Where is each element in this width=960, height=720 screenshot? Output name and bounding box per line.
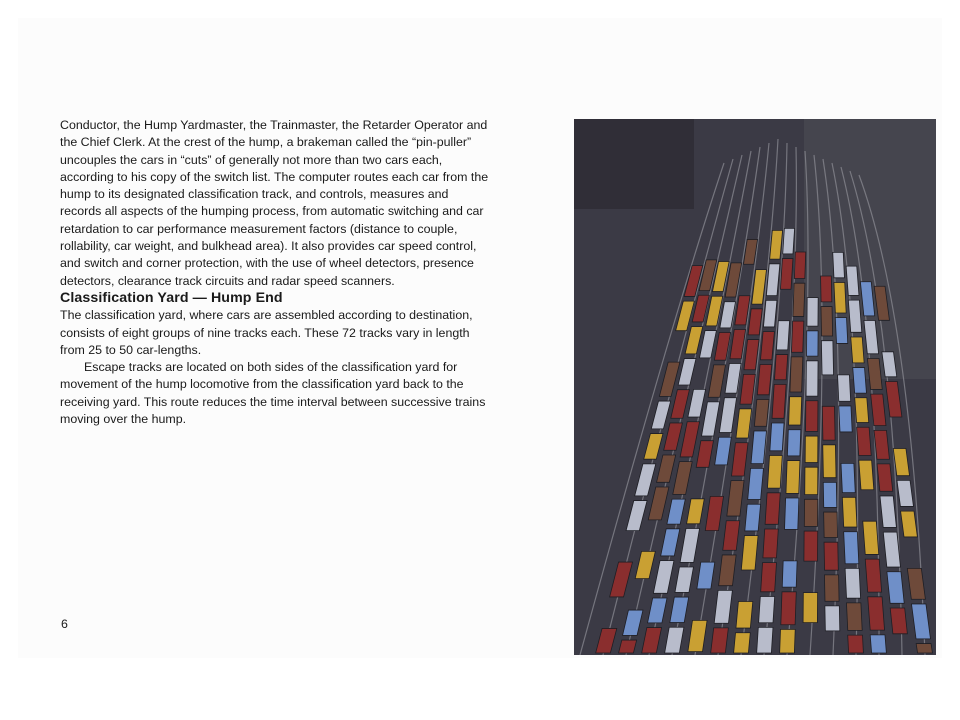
rail-car [890,608,907,634]
rail-car [846,266,859,295]
rail-car [822,406,835,440]
rail-car [770,230,783,259]
rail-car [783,228,795,253]
rail-car [853,368,867,394]
rail-car [880,496,896,527]
rail-car [868,597,885,630]
rail-car [780,259,793,290]
rail-car [741,536,758,570]
rail-car [774,355,787,380]
rail-car [846,603,862,631]
rail-car [790,357,803,392]
rail-car [780,629,796,653]
rail-car [870,635,886,653]
page-number: 6 [61,617,68,631]
rail-car [804,499,817,526]
body-paragraph: Conductor, the Hump Yardmaster, the Trainmaster, the Retarder Operator and the Chief Clerk. At the crest of the hump, a brakeman called the “pin-puller” uncouples the cars in “cuts” of generally not more than two cars each, according to his copy of the switch list. The computer routes each car from the hump to its designated classification track, and controls, measures and records all aspects of the humping process, from automatic switching and car retardation to car performance measurement factors (distance to couple, rollability, car weight, and bulkhead area). It also provides car speed control, and switch and corner protection, with the use of wheel detectors, presence detectors, clearance track circuits and radar speed scanners. [60,118,489,288]
rail-car [776,321,789,350]
rail-car [833,252,845,277]
rail-yard-illustration [574,119,936,655]
rail-car [887,572,904,604]
rail-car [824,575,839,601]
rail-car [761,563,777,592]
section-heading: Classification Yard — Hump End [60,289,283,306]
rail-car [844,532,859,564]
rail-car [901,511,918,537]
rail-car [807,331,819,356]
body-paragraph: The classification yard, where cars are assembled according to destination, consists of eight groups of nine tracks each. These 72 tracks vary in length from 25 to 50 car-lengths. [60,308,473,357]
rail-car [767,455,782,488]
rail-car [874,430,889,459]
rail-car [781,592,796,625]
rail-car [770,423,784,451]
rail-car [806,361,818,396]
rail-car [823,482,837,507]
rail-car [791,321,803,352]
rail-car [848,300,861,332]
rail-car [805,436,818,462]
yard-shadow [574,119,694,209]
rail-car [619,640,637,653]
rail-car [806,401,818,432]
rail-car [763,300,776,327]
rail-car [824,542,838,570]
rail-car [855,398,869,423]
rail-car [863,521,879,554]
rail-car [754,399,769,426]
rail-car [824,512,838,537]
rail-car [734,633,751,653]
rail-car [745,504,761,531]
rail-car [751,431,766,464]
rail-car [834,282,846,313]
rail-car [848,635,864,653]
rail-car [821,341,833,375]
rail-car [877,464,893,491]
rail-car [841,463,855,492]
rail-yard-photo [574,119,936,655]
rail-car [842,497,857,527]
rail-car [838,375,851,401]
rail-car [803,593,818,623]
rail-car [711,628,729,653]
rail-car [785,498,799,529]
rail-car [772,384,786,418]
rail-car [865,559,881,592]
rail-car [763,529,778,558]
rail-car [825,606,840,631]
rail-car [736,601,753,628]
rail-car [845,568,860,598]
rail-car [765,493,780,525]
rail-car [789,397,802,425]
rail-car [760,332,774,360]
rail-car [793,283,805,316]
rail-car [857,427,872,455]
rail-car [821,276,832,302]
rail-car [859,460,874,490]
rail-car [821,307,833,336]
rail-car [757,627,773,653]
text-column [60,117,490,428]
rail-car [782,561,797,587]
body-paragraph: Escape tracks are located on both sides of the classification yard for movement of the hump locomotive from the classification yard back to the receiving yard. This route reduces the time interval between successive trains moving over the hump. [60,360,486,427]
rail-car [835,318,847,344]
rail-car [807,298,818,326]
rail-car [804,531,818,561]
rail-car [916,644,932,653]
rail-car [759,596,775,622]
rail-car [794,252,805,279]
rail-car [823,445,836,478]
rail-car [839,406,852,432]
rail-car [757,364,772,394]
rail-car [786,461,800,494]
rail-car [787,430,800,456]
rail-car [851,337,864,363]
rail-car [805,467,818,494]
rail-car [748,468,764,499]
